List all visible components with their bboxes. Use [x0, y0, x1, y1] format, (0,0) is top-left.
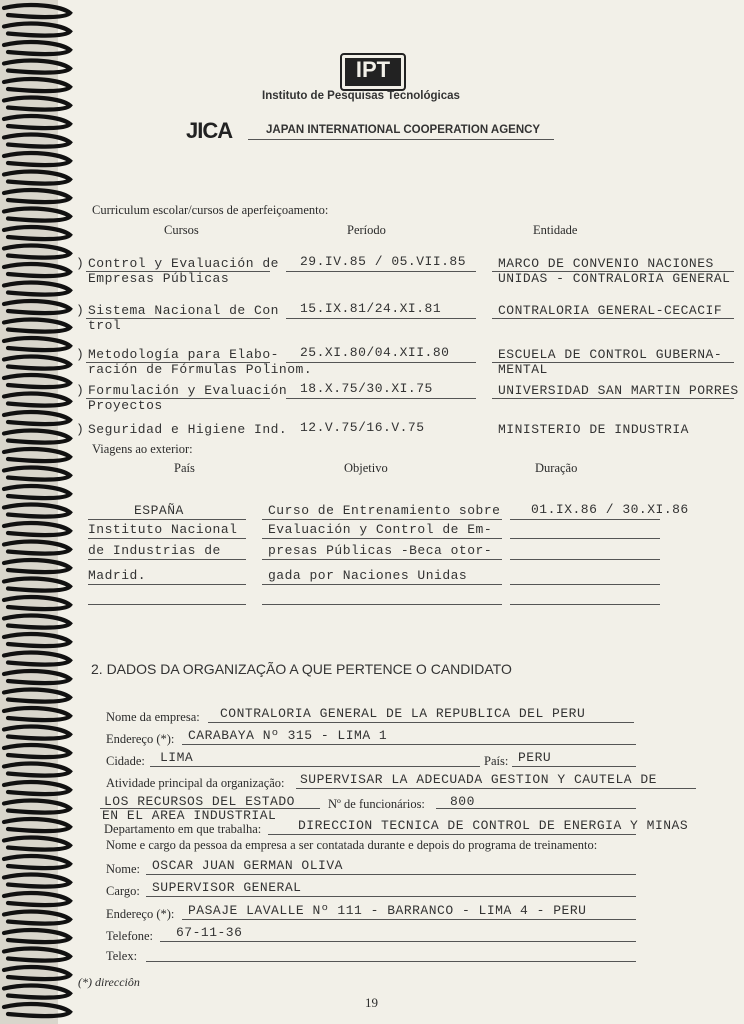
- course-name-line: [86, 271, 270, 272]
- course-name-line1: Sistema Nacional de Con: [88, 303, 279, 318]
- course-periodo-line: [286, 362, 476, 363]
- spiral-coil: [4, 949, 70, 961]
- spiral-coil: [4, 801, 70, 813]
- spiral-coil: [4, 856, 70, 868]
- course-name-line1: Seguridad e Higiene Ind.: [88, 422, 288, 437]
- spiral-coil: [4, 727, 70, 739]
- course-name-line: [86, 398, 270, 399]
- spiral-coil: [4, 523, 70, 535]
- endereco2-line: [182, 919, 636, 920]
- atividade-value-2: LOS RECURSOS DEL ESTADO: [104, 794, 295, 809]
- course-name-line2: ración de Fórmulas Polinom.: [88, 362, 313, 377]
- spiral-coil: [4, 227, 70, 239]
- spiral-coil: [4, 449, 70, 461]
- nome-value: OSCAR JUAN GERMAN OLIVA: [152, 858, 343, 873]
- course-name-line2: Empresas Públicas: [88, 271, 230, 286]
- spiral-coil: [4, 153, 70, 165]
- col-duracao-header: Duração: [535, 461, 578, 475]
- travel-section-label: Viagens ao exterior:: [92, 442, 193, 456]
- travel-rule: [510, 519, 660, 520]
- cidade-line: [150, 766, 480, 767]
- departamento-label: Departamento em que trabalha:: [104, 822, 262, 836]
- cargo-line: [146, 896, 636, 897]
- spiral-coil: [4, 838, 70, 850]
- spiral-coil: [4, 505, 70, 517]
- row-bracket: ): [76, 347, 85, 362]
- course-entidade-line1: MARCO DE CONVENIO NACIONES: [498, 256, 714, 271]
- atividade-line-1: [296, 788, 696, 789]
- pais-label: País:: [484, 754, 509, 768]
- spiral-coil: [4, 875, 70, 887]
- spiral-coil: [4, 172, 70, 184]
- spiral-coil: [4, 486, 70, 498]
- course-periodo: 15.IX.81/24.XI.81: [300, 301, 442, 316]
- spiral-coil: [4, 283, 70, 295]
- row-bracket: ): [76, 303, 85, 318]
- spiral-coil: [4, 61, 70, 73]
- telefone-line: [160, 941, 636, 942]
- spiral-coil: [4, 320, 70, 332]
- spiral-coil: [4, 209, 70, 221]
- travel-rule: [510, 584, 660, 585]
- spiral-coil: [4, 690, 70, 702]
- departamento-line: [268, 834, 636, 835]
- spiral-coil: [4, 246, 70, 258]
- endereco-label: Endereço (*):: [106, 732, 175, 746]
- empresa-line: [208, 722, 634, 723]
- spiral-coil: [4, 912, 70, 924]
- travel-rule: [510, 538, 660, 539]
- spiral-coil: [4, 1004, 70, 1016]
- spiral-coil: [4, 468, 70, 480]
- telex-line: [146, 961, 636, 962]
- course-name-line1: Control y Evaluación de: [88, 256, 279, 271]
- spiral-coil: [4, 616, 70, 628]
- endereco2-label: Endereço (*):: [106, 907, 175, 921]
- travel-rule: [88, 584, 246, 585]
- contact-intro: Nome e cargo da pessoa da empresa a ser contatada durante e depois do programa de treinamento:: [106, 838, 598, 852]
- travel-rule: [262, 604, 502, 605]
- cidade-label: Cidade:: [106, 754, 145, 768]
- spiral-coil: [4, 819, 70, 831]
- jica-agency-name: JAPAN INTERNATIONAL COOPERATION AGENCY: [266, 124, 541, 136]
- departamento-prefix: EN EL AREA INDUSTRIAL: [102, 808, 277, 823]
- funcionarios-label: Nº de funcionários:: [328, 797, 425, 811]
- travel-objetivo-line: presas Públicas -Beca otor-: [268, 543, 493, 558]
- travel-objetivo-line: gada por Naciones Unidas: [268, 568, 468, 583]
- courses-section-label: Curriculum escolar/cursos de aperfeiçoamento:: [92, 203, 329, 217]
- course-periodo: 12.V.75/16.V.75: [300, 420, 425, 435]
- spiral-coil: [4, 986, 70, 998]
- spiral-coil: [4, 116, 70, 128]
- empresa-label: Nome da empresa:: [106, 710, 200, 724]
- col-periodo-header: Período: [347, 223, 386, 237]
- course-entidade-line1: MINISTERIO DE INDUSTRIA: [498, 422, 689, 437]
- travel-rule: [262, 538, 502, 539]
- spiral-coil: [4, 708, 70, 720]
- spiral-coil: [4, 431, 70, 443]
- telex-label: Telex:: [106, 949, 138, 963]
- travel-rule: [262, 519, 502, 520]
- course-entidade-line1: UNIVERSIDAD SAN MARTIN PORRES: [498, 383, 739, 398]
- pais-line: [512, 766, 636, 767]
- travel-rule: [262, 559, 502, 560]
- spiral-coil: [4, 190, 70, 202]
- travel-objetivo-line: Curso de Entrenamiento sobre: [268, 503, 501, 518]
- col-pais-header: País: [174, 461, 195, 475]
- travel-objetivo-line: Evaluación y Control de Em-: [268, 522, 493, 537]
- travel-pais-line: ESPAÑA: [134, 503, 184, 518]
- row-bracket: ): [76, 422, 85, 437]
- spiral-coil: [4, 930, 70, 942]
- spiral-binding: [0, 0, 78, 1024]
- spiral-coil: [4, 967, 70, 979]
- spiral-coil: [4, 264, 70, 276]
- endereco-line: [182, 744, 636, 745]
- spiral-coil: [4, 893, 70, 905]
- atividade-value-1: SUPERVISAR LA ADECUADA GESTION Y CAUTELA DE: [300, 772, 657, 787]
- spiral-coil: [4, 764, 70, 776]
- course-entidade-line: [492, 362, 734, 363]
- course-name-line: [86, 362, 270, 363]
- travel-rule: [88, 604, 246, 605]
- footnote: (*) direcciôn: [78, 975, 140, 989]
- travel-rule: [88, 538, 246, 539]
- course-name-line1: Formulación y Evaluación: [88, 383, 288, 398]
- pais-value: PERU: [518, 750, 552, 765]
- jica-logo: JICA: [186, 118, 233, 143]
- page-number: 19: [365, 995, 378, 1010]
- travel-rule: [510, 604, 660, 605]
- course-name-line: [86, 318, 270, 319]
- travel-pais-line: Madrid.: [88, 568, 147, 583]
- travel-rule: [510, 559, 660, 560]
- travel-rule: [262, 584, 502, 585]
- spiral-coil: [4, 542, 70, 554]
- travel-pais-line: Instituto Nacional: [88, 522, 238, 537]
- row-bracket: ): [76, 383, 85, 398]
- ipt-institute-name: Instituto de Pesquisas Tecnológicas: [262, 90, 460, 102]
- course-name-line2: trol: [88, 318, 122, 333]
- course-periodo-line: [286, 398, 476, 399]
- course-entidade-line: [492, 318, 734, 319]
- spiral-coil: [4, 597, 70, 609]
- travel-pais-line: de Industrias de: [88, 543, 221, 558]
- spiral-coil: [4, 42, 70, 54]
- course-entidade-line2: MENTAL: [498, 362, 548, 377]
- cargo-value: SUPERVISOR GENERAL: [152, 880, 302, 895]
- travel-duracao: 01.IX.86 / 30.XI.86: [531, 502, 689, 517]
- funcionarios-line: [436, 808, 636, 809]
- funcionarios-value: 800: [450, 794, 475, 809]
- nome-line: [146, 874, 636, 875]
- course-entidade-line1: ESCUELA DE CONTROL GUBERNA-: [498, 347, 723, 362]
- telefone-label: Telefone:: [106, 929, 154, 943]
- spiral-coil: [4, 579, 70, 591]
- course-periodo-line: [286, 271, 476, 272]
- spiral-coil: [4, 782, 70, 794]
- col-cursos-header: Cursos: [164, 223, 199, 237]
- spiral-coil: [4, 745, 70, 757]
- spiral-coil: [4, 375, 70, 387]
- row-bracket: ): [76, 256, 85, 271]
- col-entidade-header: Entidade: [533, 223, 578, 237]
- telefone-value: 67-11-36: [176, 925, 243, 940]
- spiral-coil: [4, 135, 70, 147]
- spiral-coil: [4, 671, 70, 683]
- spiral-coil: [4, 560, 70, 572]
- jica-underline: [248, 139, 554, 140]
- spiral-coil: [4, 5, 70, 17]
- spiral-coil: [4, 338, 70, 350]
- nome-label: Nome:: [106, 862, 141, 876]
- empresa-value: CONTRALORIA GENERAL DE LA REPUBLICA DEL PERU: [220, 706, 586, 721]
- atividade-label: Atividade principal da organização:: [106, 776, 285, 790]
- org-section-title: 2. DADOS DA ORGANIZAÇÃO A QUE PERTENCE O CANDIDATO: [91, 661, 512, 677]
- spiral-coil: [4, 301, 70, 313]
- spiral-coil: [4, 653, 70, 665]
- endereco-value: CARABAYA Nº 315 - LIMA 1: [188, 728, 388, 743]
- course-entidade-line: [492, 398, 734, 399]
- course-entidade-line1: CONTRALORIA GENERAL-CECACIF: [498, 303, 723, 318]
- spiral-coil: [4, 357, 70, 369]
- travel-rule: [88, 559, 246, 560]
- spiral-coil: [4, 79, 70, 91]
- ipt-logo: IPT: [340, 53, 406, 91]
- spiral-coil: [4, 394, 70, 406]
- course-name-line2: Proyectos: [88, 398, 163, 413]
- course-periodo: 18.X.75/30.XI.75: [300, 381, 433, 396]
- col-objetivo-header: Objetivo: [344, 461, 388, 475]
- course-name-line1: Metodología para Elabo-: [88, 347, 279, 362]
- spiral-coil: [4, 98, 70, 110]
- course-periodo: 25.XI.80/04.XII.80: [300, 345, 450, 360]
- cidade-value: LIMA: [160, 750, 194, 765]
- course-entidade-line2: UNIDAS - CONTRALORIA GENERAL: [498, 271, 731, 286]
- spiral-coil: [4, 412, 70, 424]
- course-entidade-line: [492, 271, 734, 272]
- spiral-coil: [4, 24, 70, 36]
- travel-rule: [88, 519, 246, 520]
- spiral-coil: [4, 634, 70, 646]
- course-periodo: 29.IV.85 / 05.VII.85: [300, 254, 467, 269]
- departamento-value: DIRECCION TECNICA DE CONTROL DE ENERGIA Y MINAS: [298, 818, 689, 833]
- course-periodo-line: [286, 318, 476, 319]
- endereco2-value: PASAJE LAVALLE Nº 111 - BARRANCO - LIMA 4 - PERU: [188, 903, 587, 918]
- cargo-label: Cargo:: [106, 884, 140, 898]
